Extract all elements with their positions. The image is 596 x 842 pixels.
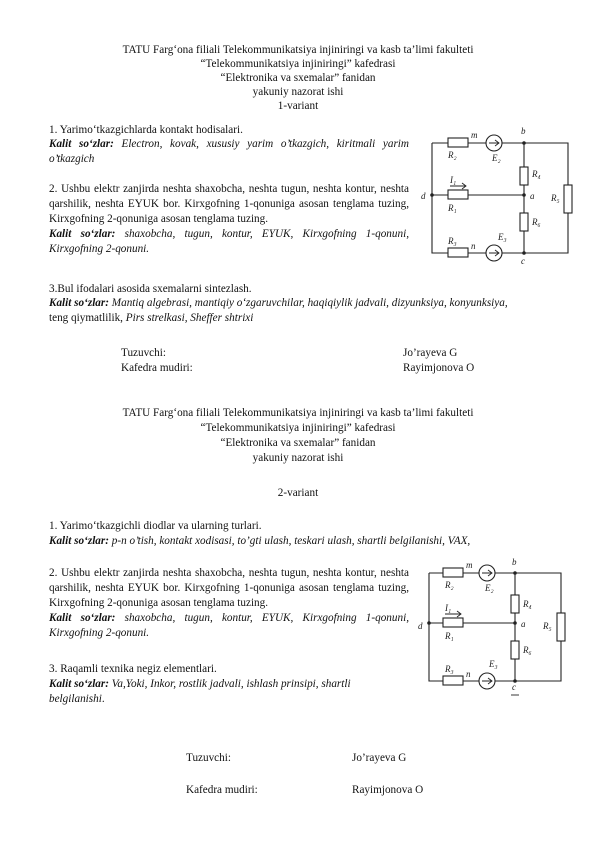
variant-number: 1-variant: [277, 100, 319, 112]
node-a-label: a: [530, 191, 535, 201]
circuit-diagram-2: [415, 557, 577, 699]
keywords-label: Kalit so‘zlar:: [49, 138, 114, 150]
keywords-text: Mantiq algebrasi, mantiqiy o‘zgaruvchilar, haqiqiylik jadvali, dizyunksiya, konyunksiya,: [109, 297, 508, 309]
keywords-text: Electron, kovak, xususiy yarim o’tkazgich, kiritmali yarim o’tkazgich: [49, 138, 409, 165]
question-3: 3.Bul ifodalari asosida sxemalarni sintezlash.: [49, 283, 252, 295]
author-label: Tuzuvchi:: [121, 347, 166, 359]
keywords-text: Va,Yoki, Inkor, rostlik jadvali, ishlash prinsipi, shartli belgilanishi: [49, 678, 351, 705]
node-a-label: a: [521, 619, 526, 629]
department-line: “Telekommunikatsiya injiniringi” kafedrasi: [200, 58, 396, 70]
i1-label: I₁: [445, 603, 452, 613]
question-3: 3. Raqamli texnika negiz elementlari.: [49, 663, 217, 675]
variant-number: 2-variant: [277, 487, 319, 499]
question-1-keywords: [49, 534, 470, 548]
e3-label: E₃: [489, 659, 498, 669]
subject-line: “Elektronika va sxemalar” fanidan: [220, 72, 376, 84]
keywords-tail-italic: Pirs strelkasi, Sheffer shtrixi: [125, 312, 254, 324]
r4-label: R₄: [523, 599, 532, 609]
r2-label: R₂: [448, 150, 457, 160]
keywords-text: p-n o’tish, kontakt xodisasi, to’gti ulash, teskari ulash, shartli belgilanishi, VAX,: [109, 535, 471, 547]
node-m-label: m: [471, 130, 478, 140]
author-name: Jo’rayeva G: [352, 752, 407, 764]
question-1-keywords: [49, 137, 409, 167]
r6-label: R₆: [532, 217, 541, 227]
r3-label: R₃: [445, 664, 454, 674]
keywords-label: Kalit so‘zlar:: [49, 535, 109, 547]
author-name: Jo’rayeva G: [403, 347, 458, 359]
r3-label: R₃: [448, 236, 457, 246]
keywords-end: .: [101, 693, 105, 705]
r1-label: R₁: [445, 631, 454, 641]
question-2: [49, 566, 409, 641]
head-label: Kafedra mudiri:: [121, 362, 193, 374]
node-c-label: c: [521, 256, 525, 265]
question-1: 1. Yarimo‘tkazgichli diodlar va ularning turlari.: [49, 520, 262, 532]
exam-title: yakuniy nazorat ishi: [252, 452, 344, 464]
keywords-text: shaxobcha, tugun, kontur, EYUK, Kirxgofning 1-qonuni, Kirxgofning 2-qonuni.: [49, 612, 409, 639]
r4-label: R₄: [532, 169, 541, 179]
department-line: “Telekommunikatsiya injiniringi” kafedrasi: [200, 422, 396, 434]
question-3-keywords: [49, 296, 559, 326]
institution-line: TATU Farg‘ona filiali Telekommunikatsiya injiniringi va kasb ta’limi fakulteti: [122, 44, 474, 56]
e2-label: E₂: [485, 583, 494, 593]
node-n-label: n: [466, 669, 471, 679]
head-name: Rayimjonova O: [352, 784, 424, 796]
question-3-keywords: [49, 677, 389, 707]
node-d-label: d: [421, 191, 426, 201]
e2-label: E₂: [492, 153, 501, 163]
question-2: [49, 182, 409, 257]
node-n-label: n: [471, 241, 476, 251]
question-1: 1. Yarimo‘tkazgichlarda kontakt hodisalari.: [49, 124, 243, 136]
e3-label: E₃: [498, 232, 507, 242]
subject-line: “Elektronika va sxemalar” fanidan: [220, 437, 376, 449]
keywords-label: Kalit so‘zlar:: [49, 612, 116, 624]
head-label: Kafedra mudiri:: [186, 784, 258, 796]
author-label: Tuzuvchi:: [186, 752, 231, 764]
keywords-label: Kalit so‘zlar:: [49, 228, 116, 240]
r2-label: R₂: [445, 580, 454, 590]
node-b-label: b: [512, 557, 517, 567]
r6-label: R₆: [523, 645, 532, 655]
institution-line: TATU Farg‘ona filiali Telekommunikatsiya injiniringi va kasb ta’limi fakulteti: [122, 407, 474, 419]
node-b-label: b: [521, 126, 526, 136]
r1-label: R₁: [448, 203, 457, 213]
r5-label: R₅: [543, 621, 552, 631]
question-2-text: 2. Ushbu elektr zanjirda neshta shaxobcha, neshta tugun, neshta kontur, neshta qarshilik, neshta EYUK bor. Kirxgofning 1-qonuniga asosan tenglama tuzing, Kirxgofning 2-qonuniga asosan tenglama tuzing.: [49, 183, 409, 225]
exam-title: yakuniy nazorat ishi: [252, 86, 344, 98]
keywords-label: Kalit so‘zlar:: [49, 297, 109, 309]
keywords-label: Kalit so‘zlar:: [49, 678, 109, 690]
head-name: Rayimjonova O: [403, 362, 475, 374]
node-m-label: m: [466, 560, 473, 570]
circuit-diagram-1: [418, 125, 580, 265]
keywords-text: shaxobcha, tugun, kontur, EYUK, Kirxgofning 1-qonuni, Kirxgofning 2-qonuni.: [49, 228, 409, 255]
i1-label: I₁: [450, 175, 457, 185]
node-c-label: c: [512, 682, 516, 692]
question-2-text: 2. Ushbu elektr zanjirda neshta shaxobcha, neshta tugun, neshta kontur, neshta qarshilik, neshta EYUK bor. Kirxgofning 1-qonuniga asosan tenglama tuzing, Kirxgofning 2-qonuniga asosan tenglama tuzing.: [49, 567, 409, 609]
keywords-tail-plain: teng qiymatlilik,: [49, 312, 126, 324]
r5-label: R₅: [551, 193, 560, 203]
node-d-label: d: [418, 621, 423, 631]
